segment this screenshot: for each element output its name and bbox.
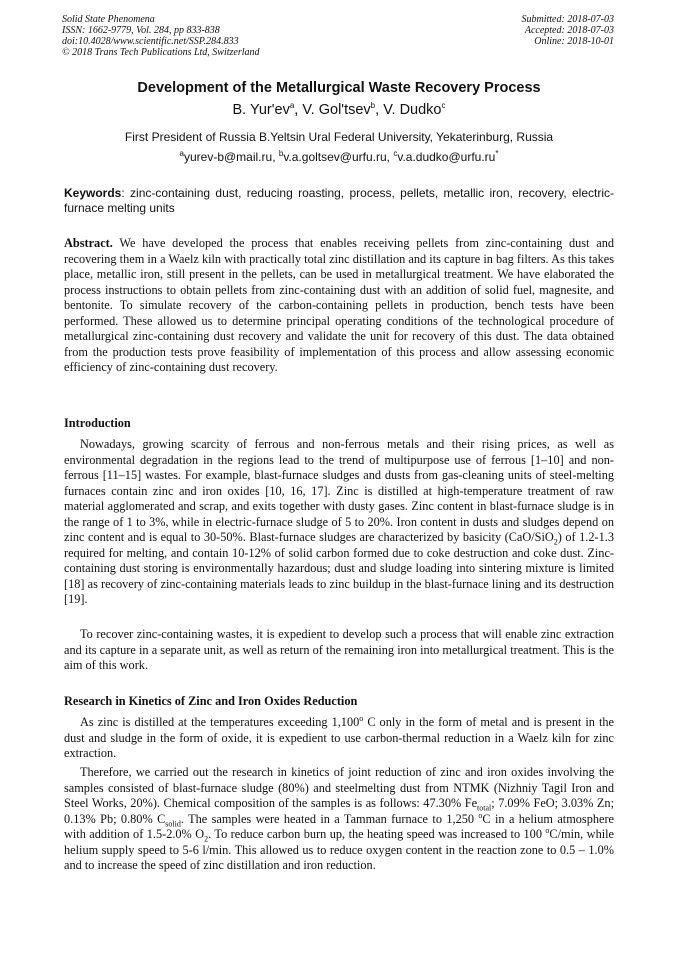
online-date: Online: 2018-10-01	[534, 36, 614, 47]
author-list: B. $Yur'ev^a$, V. Gol'tsev$^b$, V. Dudko$^c$	[232, 101, 446, 118]
research-heading: Research in Kinetics of Zinc and Iron Oxides Reduction	[64, 694, 358, 708]
author-name: V. Gol'tsev	[302, 102, 371, 118]
author-mark: c	[441, 101, 446, 111]
submitted-date: Submitted: 2018-07-03	[521, 14, 614, 25]
introduction-heading: Introduction	[64, 416, 131, 430]
accepted-date: Accepted: 2018-07-03	[524, 25, 614, 36]
email-link[interactable]: v.a.goltsev@urfu.ru	[283, 150, 387, 164]
journal-info	[62, 14, 260, 58]
intro-paragraph-2: To recover zinc-containing wastes, it is expedient to develop such a process that will enable zinc extraction and its capture in a separate unit, as well as return of the remaining iron into metallurgical treatment. This is the aim of this work.	[64, 627, 614, 672]
email-mark: a	[179, 149, 184, 158]
email-link[interactable]: v.a.dudko@urfu.ru	[397, 150, 496, 164]
journal-name: Solid State Phenomena	[62, 14, 155, 25]
email-mark: c	[393, 149, 398, 158]
research-paragraph-2: Therefore, we carried out the research in kinetics of joint reduction of zinc and iron oxides involving the samples consisted of blast-furnace sludge (80%) and steelmelting dust from NTMK (Nizhniy Tagil Iron and Steel Works, 20%). Chemical composition of the samples is as follows: 47.30% $Fe_{total}$; 7.09% FeO; 3.03% Zn; 0.13% Pb; 0.80% $C_{solid}$. The samples were heated in a Tamman furnace to 1,250 $^o$C in a helium atmosphere with addition of 1.5-2.0% $O_2$. To reduce carbon burn up, the heating speed was increased to 100 $^o$C/min, while helium supply speed to 5-6 l/min. This allowed us to reduce oxygen content in the reaction zone to 0.5 – 1.0% and to increase the speed of zinc distillation and iron reduction.	[64, 765, 615, 872]
author-name: V. Dudko	[383, 102, 442, 118]
journal-issn: ISSN: 1662-9779, Vol. 284, pp 833-838	[62, 25, 220, 36]
corresponding-mark: *	[495, 149, 499, 158]
email-mark: b	[278, 149, 284, 158]
author-mark: a	[289, 101, 295, 111]
abstract-block	[64, 236, 614, 376]
abstract-text: We have developed the process that enables receiving pellets from zinc-containing dust and recovering them in a Waelz kiln with practically total zinc distillation and its capture in bag filters. As this takes place, metallic iron, still present in the pellets, can be used in metallurgical treatment. We have elaborated the process instructions to obtain pellets from zinc-containing dust with an addition of solid fuel, magnesite, and bentonite. To simulate recovery of the carbon-containing pellets in production, bench tests have been performed. These allowed us to determine principal operating conditions of the technological procedure of metallurgical zinc-containing dust recovery and validate the unit for recovery of this dust. The data obtained from the production tests prove feasibility of implementation of this process and allow assessing economic efficiency of zinc-containing dust recovery.	[64, 236, 614, 374]
journal-copyright: © 2018 Trans Tech Publications Ltd, Switzerland	[62, 47, 260, 58]
email-link[interactable]: yurev-b@mail.ru	[183, 150, 273, 164]
paper-title: Development of the Metallurgical Waste Recovery Process	[137, 80, 541, 96]
keywords-label: Keywords	[64, 186, 122, 200]
author-mark: b	[370, 101, 376, 111]
keywords-block	[64, 186, 614, 216]
email-list: $^a$yurev-b@mail.ru, $^b$v.a.goltsev@urfu.ru, $^c$v.a.dudko@urfu.ru*	[179, 149, 499, 164]
research-paragraph-1: As zinc is distilled at the temperatures exceeding 1,100$^o$ C only in the form of metal and is present in the dust and sludge in the form of oxide, it is expedient to use carbon-thermal reduction in a Waelz kiln for zinc extraction.	[64, 713, 614, 760]
author-name: B. Yur'ev	[232, 102, 290, 118]
intro-paragraph-1: Nowadays, growing scarcity of ferrous and non-ferrous metals and their rising prices, as well as environmental degradation in the regions lead to the trend of multipurpose use of ferrous [1–10] and non-ferrous [11–15] wastes. For example, blast-furnace sludges and dusts from gas-cleaning units of steel-melting furnaces contain zinc and iron oxides [10, 16, 17]. Zinc is distilled at high-temperature treatment of raw material agglomerated and scrap, and exits together with dusty gases. Zinc content in blast-furnace sludge is in the range of 1 to 3%, while in electric-furnace sludge of 5 to 20%. Iron content in dusts and sludges depend on zinc content and is equal to 30-50%. Blast-furnace sludges are characterized by basicity (CaO/SiO$_2$) of 1.2-1.3 required for melting, and contain 10-12% of solid carbon formed due to coke destruction and coke dust. Zinc-containing dust storing is environmentally hazardous; dust and sludge loading into sintering mixture is limited [18] as recovery of zinc-containing materials leads to zinc buildup in the blast-furnace lining and its destruction [19].	[64, 437, 614, 606]
dates-info	[522, 14, 615, 47]
abstract-label: Abstract.	[64, 236, 113, 250]
affiliation: First President of Russia B.Yeltsin Ural Federal University, Yekaterinburg, Russia	[124, 130, 554, 144]
journal-doi: doi:10.4028/www.scientific.net/SSP.284.833	[62, 36, 239, 47]
keywords-text: : zinc-containing dust, reducing roasting, process, pellets, metallic iron, recovery, electric-furnace melting units	[64, 186, 614, 215]
